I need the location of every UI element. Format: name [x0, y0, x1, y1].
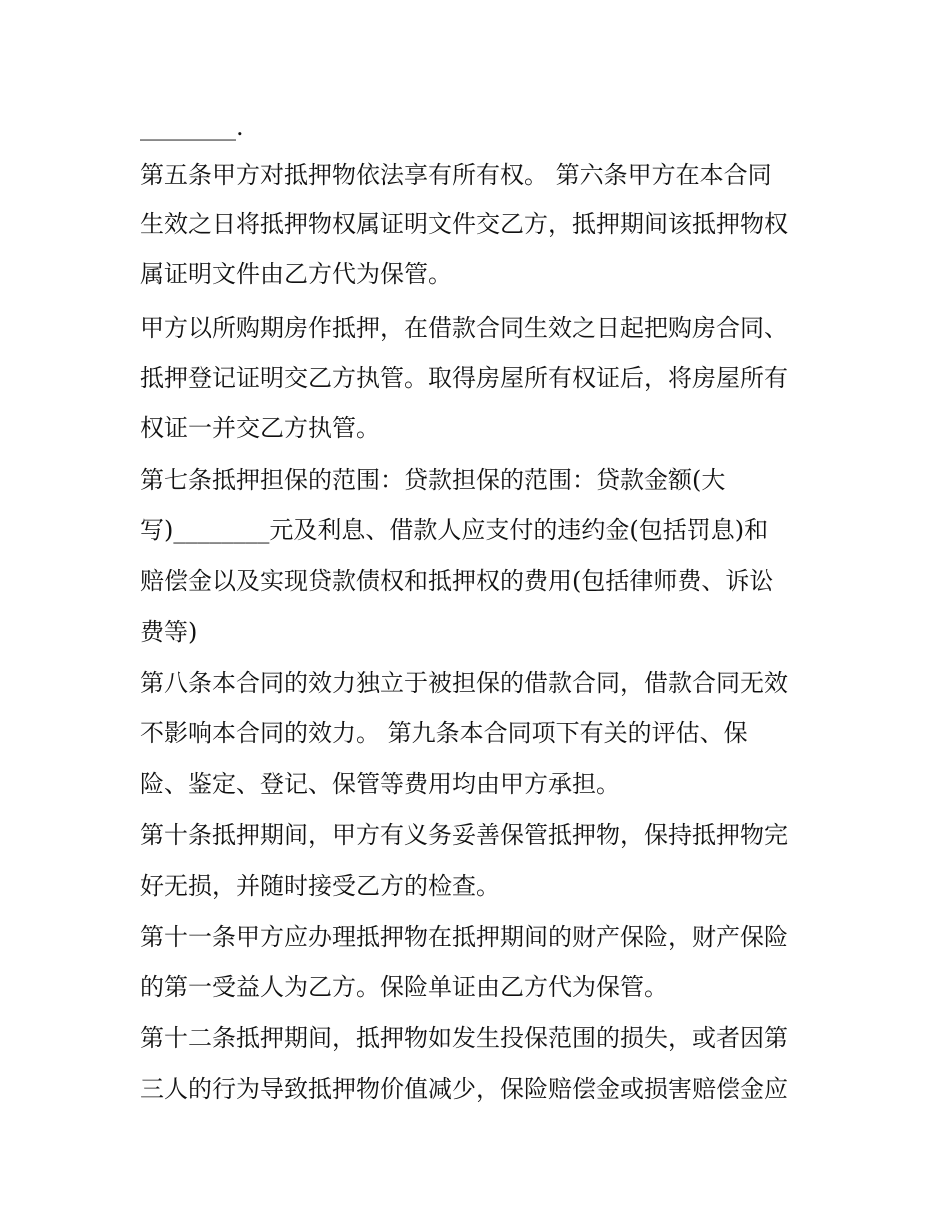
text-line: 甲方以所购期房作抵押，在借款合同生效之日起把购房合同、: [140, 314, 788, 342]
text-line: 第八条本合同的效力独立于被担保的借款合同，借款合同无效: [140, 669, 788, 697]
text-line: 的第一受益人为乙方。保险单证由乙方代为保管。: [140, 973, 668, 1001]
text-line: 第十二条抵押期间，抵押物如发生投保范围的损失，或者因第: [140, 1024, 788, 1052]
text-line: 好无损，并随时接受乙方的检查。: [140, 872, 500, 900]
text-line: 第十一条甲方应办理抵押物在抵押期间的财产保险，财产保险: [140, 923, 788, 951]
text-line: 写)________元及利息、借款人应支付的违约金(包括罚息)和: [140, 516, 769, 544]
text-line: 第五条甲方对抵押物依法享有所有权。 第六条甲方在本合同: [140, 161, 772, 189]
text-line: ________.: [140, 113, 244, 141]
text-line: 权证一并交乙方执管。: [140, 414, 380, 442]
text-line: 三人的行为导致抵押物价值减少，保险赔偿金或损害赔偿金应: [140, 1075, 788, 1103]
text-line: 属证明文件由乙方代为保管。: [140, 260, 452, 288]
text-line: 生效之日将抵押物权属证明文件交乙方，抵押期间该抵押物权: [140, 210, 788, 238]
text-line: 第十条抵押期间，甲方有义务妥善保管抵押物，保持抵押物完: [140, 821, 788, 849]
text-line: 第七条抵押担保的范围：贷款担保的范围：贷款金额(大: [140, 466, 726, 494]
text-line: 费等): [140, 618, 198, 646]
text-line: 不影响本合同的效力。 第九条本合同项下有关的评估、保: [140, 719, 748, 747]
text-line: 赔偿金以及实现贷款债权和抵押权的费用(包括律师费、诉讼: [140, 567, 774, 595]
text-line: 抵押登记证明交乙方执管。取得房屋所有权证后，将房屋所有: [140, 364, 788, 392]
text-line: 险、鉴定、登记、保管等费用均由甲方承担。: [140, 770, 620, 798]
